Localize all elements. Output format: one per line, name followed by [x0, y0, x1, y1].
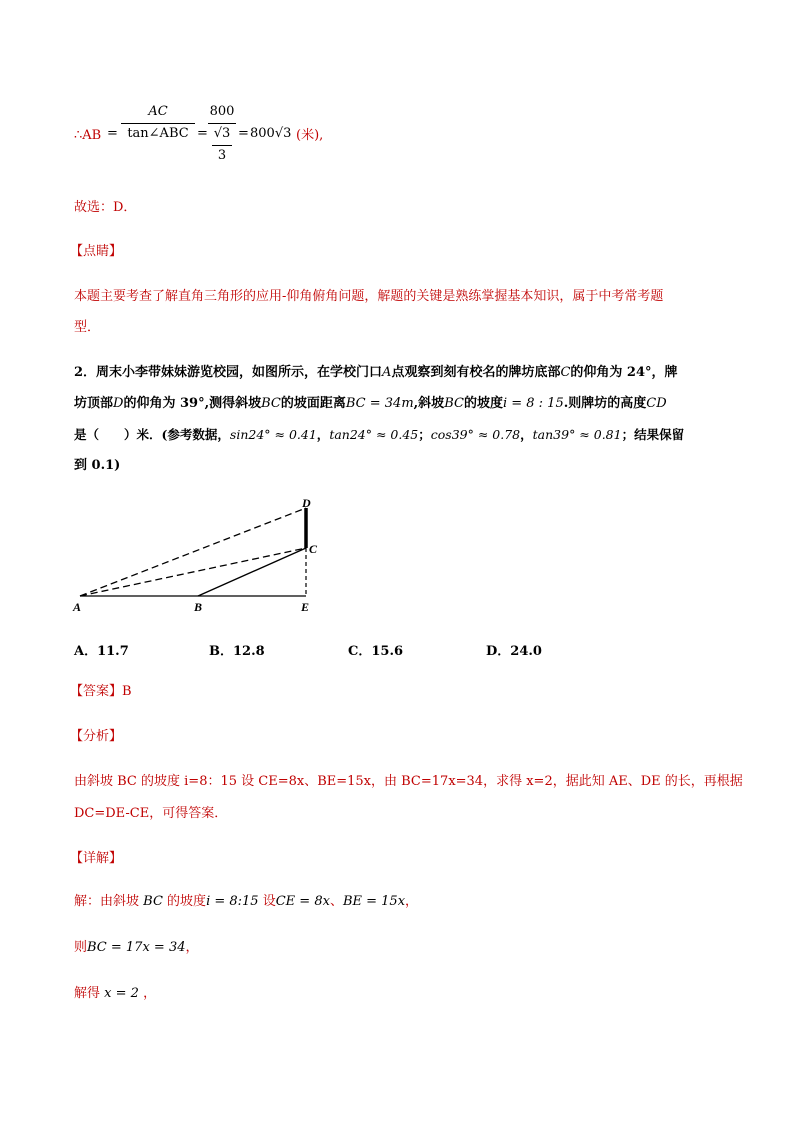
fraction-numerator: AC: [148, 104, 168, 119]
d-text: 则: [74, 940, 88, 955]
q-text: 是（ ）米．(参考数据，: [74, 427, 230, 442]
d-var: BC: [143, 894, 163, 909]
d-text: 解：由斜坡: [74, 894, 140, 909]
equals-sign: =: [197, 126, 208, 141]
answer-line: [70, 683, 132, 701]
dianjing-line2: 型．: [74, 320, 101, 335]
q-text: 的坡面距离: [280, 396, 346, 411]
fraction-numerator: 800: [209, 104, 235, 119]
unit-text: (米),: [296, 128, 324, 143]
d-text: 、: [329, 894, 343, 909]
q-math: BC = 34m: [345, 396, 414, 411]
option-d[interactable]: D．24.0: [486, 644, 542, 659]
fraction-bar: [208, 123, 236, 124]
question-line4: 到 0.1): [74, 458, 121, 473]
d-text: ，: [143, 986, 157, 1001]
q-math: sin24° ≈ 0.41: [229, 427, 317, 442]
detail-line3: [74, 985, 156, 1003]
d-math: x = 2: [104, 986, 139, 1001]
q-text: 点观察到刻有校名的牌坊底部: [391, 365, 561, 380]
q-var: BC: [261, 396, 281, 411]
question-line2: [74, 395, 667, 413]
question-line1: [74, 364, 678, 382]
prev-choice: 故选：D．: [74, 200, 137, 215]
d-text: ，: [185, 940, 199, 955]
d-text: ，: [405, 894, 419, 909]
sight-line-ad: [80, 508, 306, 596]
d-text: 的坡度: [167, 894, 207, 909]
q-text: 坊顶部: [74, 396, 114, 411]
option-a[interactable]: A．11.7: [74, 644, 129, 659]
q-text: 的仰角为 24°，牌: [570, 365, 678, 380]
slope-line-bc: [198, 548, 306, 596]
d-text: 设: [262, 894, 276, 909]
detail-line2: [74, 939, 199, 957]
q-text: ，: [316, 427, 330, 442]
d-math: BC = 17x = 34: [87, 940, 186, 955]
detail-line1: [74, 893, 418, 911]
q-var: CD: [646, 396, 667, 411]
label-c: C: [309, 542, 318, 556]
analysis-line1: 由斜坡 BC 的坡度 i=8：15 设 CE=8x、BE=15x，由 BC=17x=34，求得 x=2，据此知 AE、DE 的长，再根据: [74, 774, 743, 789]
geometry-figure: [70, 495, 330, 620]
q-var: C: [560, 365, 571, 380]
sight-line-ac: [80, 548, 306, 596]
fraction-denominator: tan∠ABC: [127, 126, 189, 141]
q-text: ；结果保留: [621, 427, 685, 442]
equals-sign: =: [107, 126, 118, 141]
label-a: A: [73, 600, 82, 614]
answer-value: B: [122, 684, 132, 699]
q-text: 2．周末小李带妹妹游览校园，如图所示，在学校门口: [74, 365, 383, 380]
q-var: BC: [444, 396, 464, 411]
label-e: E: [301, 600, 310, 614]
option-b[interactable]: B．12.8: [209, 644, 265, 659]
fraction-sub-bar: [212, 145, 232, 146]
q-text: 的仰角为 39°,测得斜坡: [123, 396, 262, 411]
detail-header: 【详解】: [70, 851, 123, 866]
q-math: i = 8 : 15: [502, 396, 564, 411]
q-text: ,斜坡: [413, 396, 445, 411]
analysis-line2: DC=DE-CE，可得答案．: [74, 806, 228, 821]
fraction-bar: [121, 123, 195, 124]
d-math: CE = 8x: [275, 894, 330, 909]
option-c[interactable]: C．15.6: [348, 644, 404, 659]
equals-sign: =: [238, 126, 249, 141]
q-math: tan39° ≈ 0.81: [532, 427, 622, 442]
label-d: D: [302, 496, 311, 510]
answer-header: 【答案】: [70, 684, 123, 699]
fraction-sub-numerator: √3: [213, 126, 231, 141]
q-text: ；: [418, 427, 431, 442]
q-text: .则牌坊的高度: [563, 396, 647, 411]
analysis-header: 【分析】: [70, 729, 123, 744]
q-text: 的坡度: [463, 396, 503, 411]
dianjing-line1: 本题主要考查了解直角三角形的应用-仰角俯角问题，解题的关键是熟练掌握基本知识，属于中考常考题: [74, 289, 664, 304]
d-math: BE = 15x: [342, 894, 406, 909]
question-line3: [74, 426, 684, 444]
formula-result: 800√3: [250, 126, 292, 141]
dianjing-header: 【点睛】: [70, 244, 123, 259]
therefore-ab: ∴AB: [74, 128, 102, 143]
q-text: ，: [520, 427, 533, 442]
label-b: B: [194, 600, 203, 614]
d-text: 解得: [74, 986, 101, 1001]
q-math: cos39° ≈ 0.78: [430, 427, 521, 442]
q-math: tan24° ≈ 0.45: [329, 427, 419, 442]
q-var: A: [382, 365, 392, 380]
fraction-sub-denominator: 3: [217, 148, 227, 163]
d-math: i = 8:15: [206, 894, 259, 909]
q-var: D: [113, 396, 124, 411]
